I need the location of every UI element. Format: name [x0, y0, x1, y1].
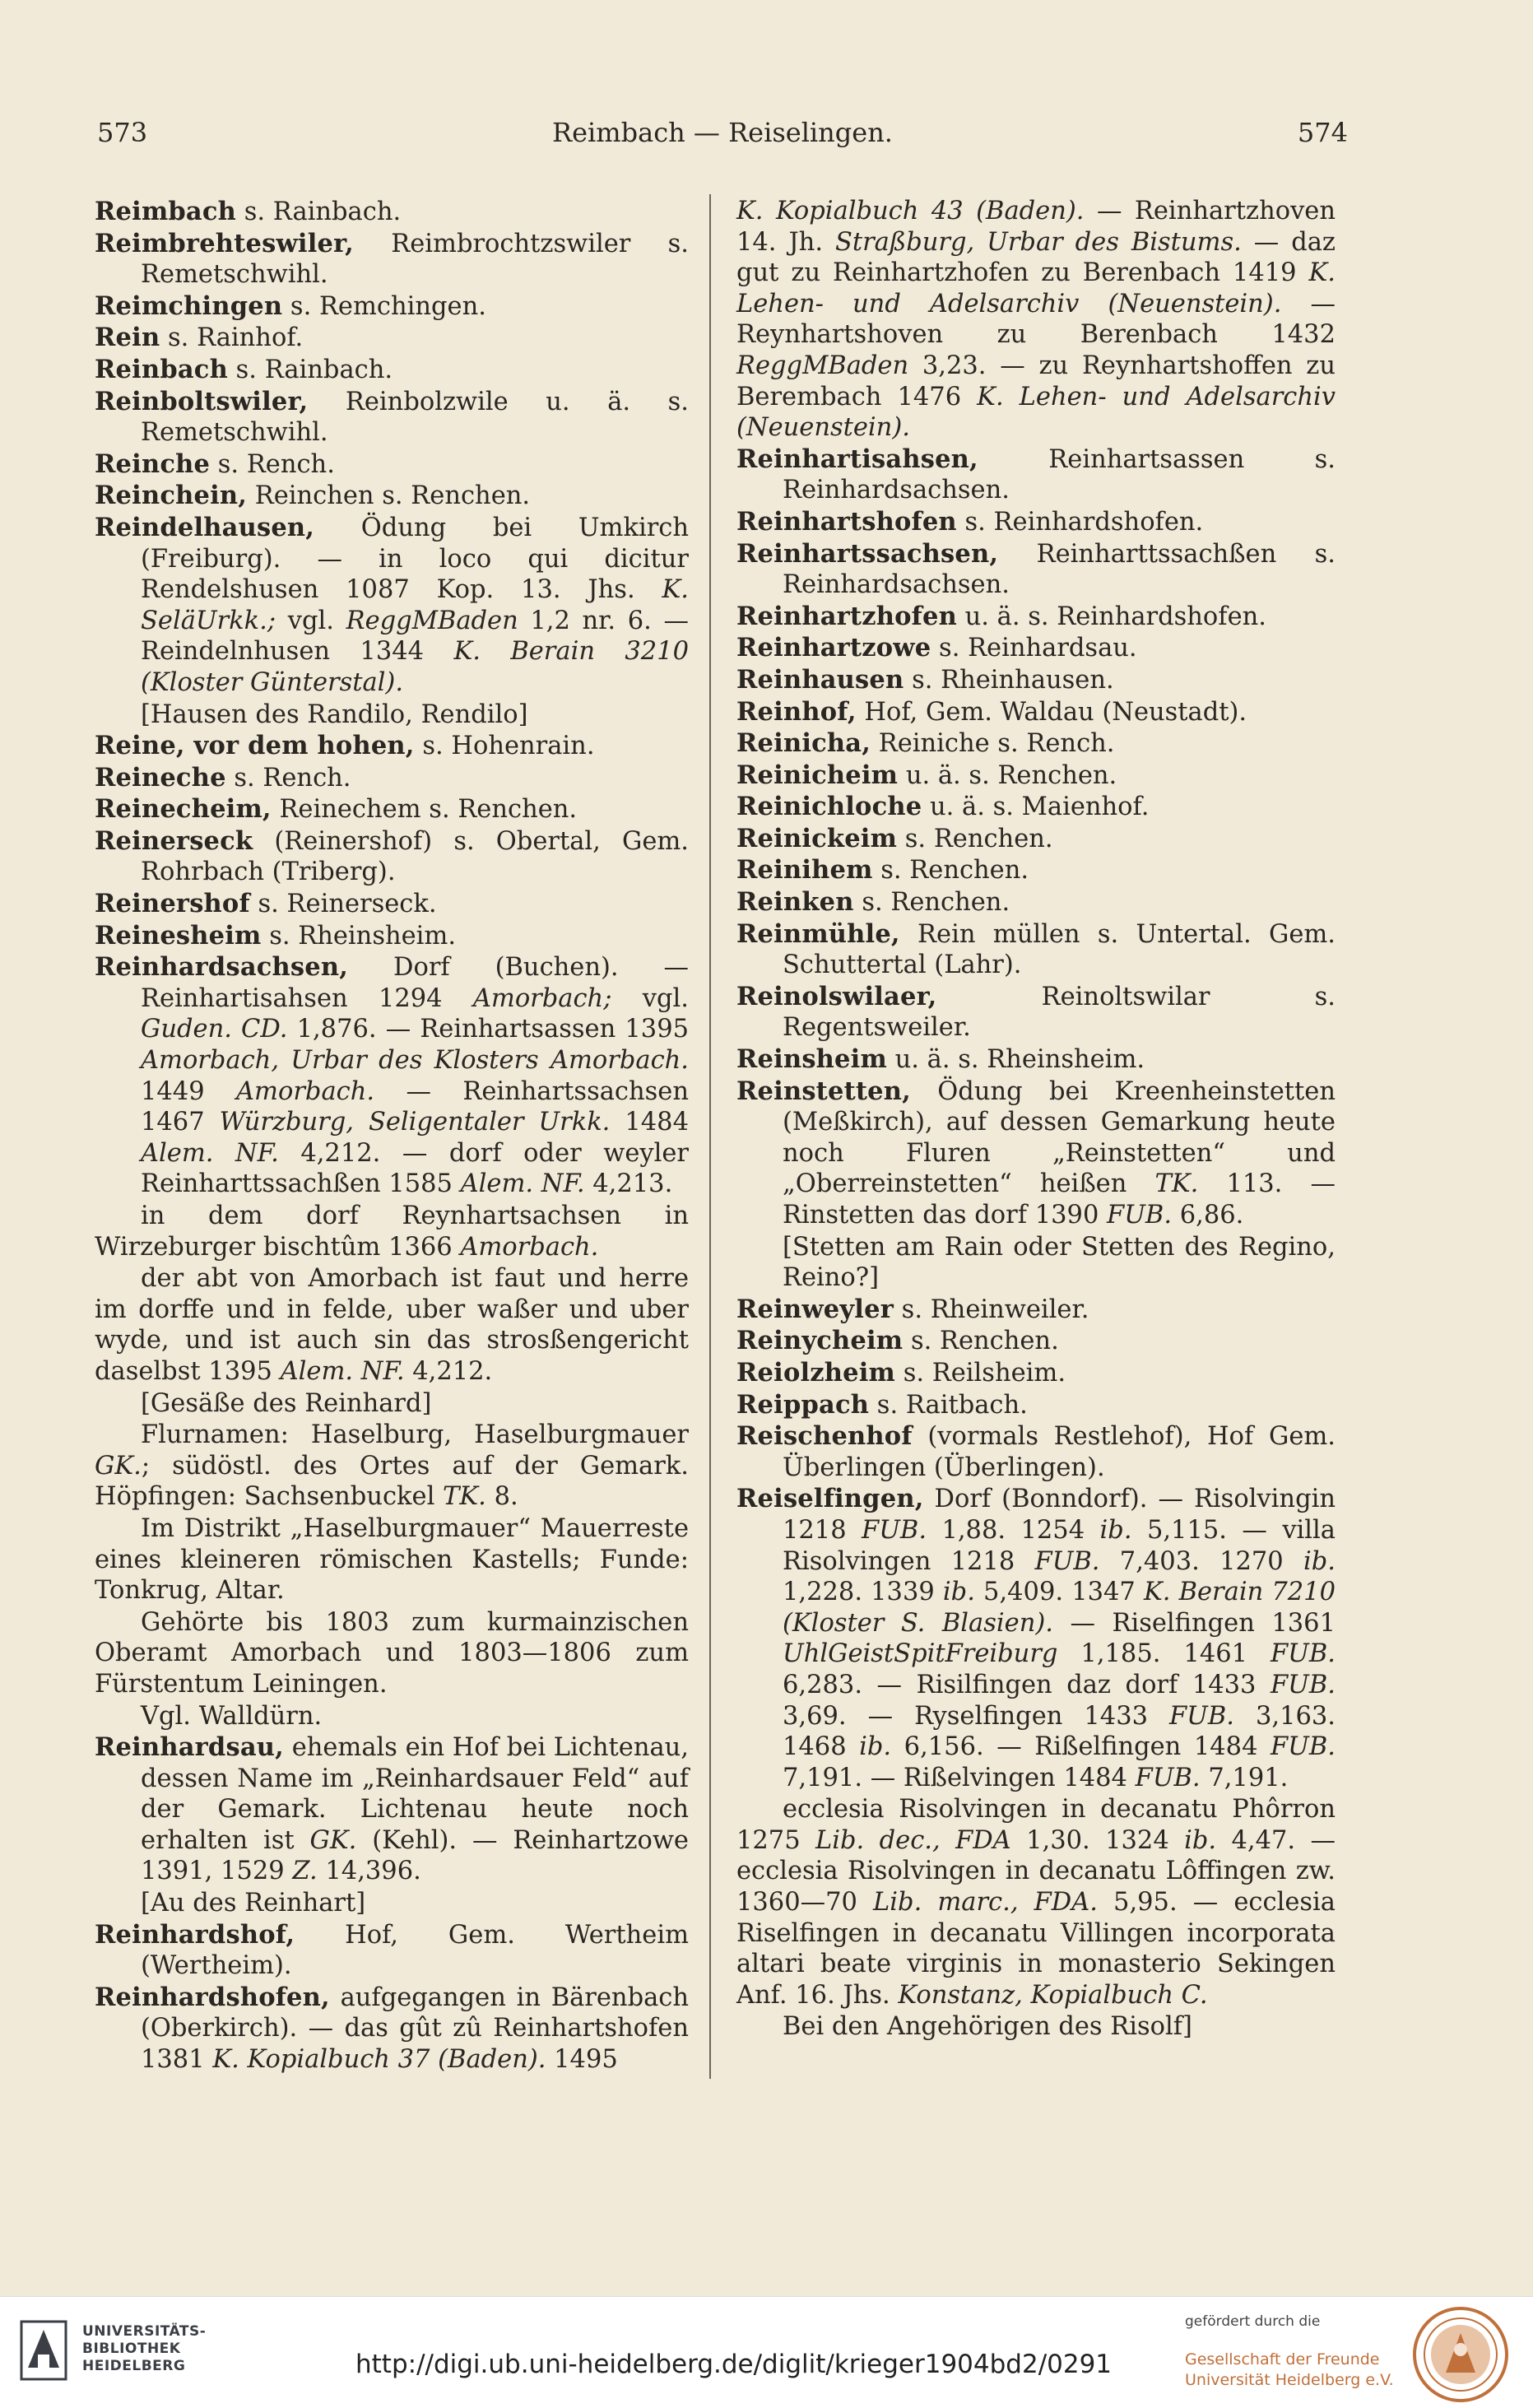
left-entry: Reinhardsau, ehemals ein Hof bei Lichtenau, dessen Name im „Reinhardsauer Feld“ auf der Gemark. Lichtenau heute noch erhalten ist GK. (Kehl). — Reinhartzowe 1391, 1529 Z. 14,396. [95, 1732, 689, 1886]
right-entry: Reiselfingen, Dorf (Bonndorf). — Risolvingin 1218 FUB. 1,88. 1254 ib. 5,115. — villa Risolvingen 1218 FUB. 7,403. 1270 ib. 1,228. 1339 ib. 5,409. 1347 K. Berain 7210 (Kloster S. Blasien). — Riselfingen 1361 UhlGeistSpitFreiburg 1,185. 1461 FUB. 6,283. — Risilfingen daz dorf 1433 FUB. 3,69. — Ryselfingen 1433 FUB. 3,163. 1468 ib. 6,156. — Rißelfingen 1484 FUB. 7,191. — Rißelvingen 1484 FUB. 7,191. [736, 1484, 1336, 1792]
university-seal-icon [1411, 2305, 1510, 2404]
page-number-right: 574 [1297, 117, 1348, 148]
right-entry: Reinicheim u. ä. s. Renchen. [736, 760, 1117, 790]
right-entry: Reinolswilaer, Reinoltswilar s. Regentsweiler. [736, 981, 1336, 1043]
footer-bar [0, 2296, 1533, 2408]
left-entry: [Au des Reinhart] [141, 1889, 366, 1918]
right-entry: Reinweyler s. Rheinweiler. [736, 1294, 1089, 1324]
left-entry: Reindelhausen, Ödung bei Umkirch (Freiburg). — in loco qui dicitur Rendelshusen 1087 Kop. 13. Jhs. K. SeläUrkk.; vgl. ReggMBaden 1,2 nr. 6. — Reindelnhusen 1344 K. Berain 3210 (Kloster Günterstal). [95, 512, 689, 697]
left-entry: Reinbach s. Rainbach. [95, 354, 393, 384]
right-entry: [Stetten am Rain oder Stetten des Regino, Reino?] [783, 1232, 1336, 1293]
library-logo-icon [18, 2318, 69, 2382]
right-entry: Bei den Angehörigen des Risolf] [783, 2012, 1192, 2042]
left-entry: Reinboltswiler, Reinbolzwile u. ä. s. Remetschwihl. [95, 386, 689, 448]
left-entry: der abt von Amorbach ist faut und herre im dorffe und in felde, uber waßer und uber wyde, und ist auch sin das strosßengericht daselbst 1395 Alem. NF. 4,212. [95, 1264, 689, 1386]
left-entry: [Hausen des Randilo, Rendilo] [141, 700, 528, 729]
right-entry: Reinhartzowe s. Reinhardsau. [736, 633, 1137, 663]
left-entry: Gehörte bis 1803 zum kurmainzischen Oberamt Amorbach und 1803—1806 zum Fürstentum Leiningen. [95, 1607, 689, 1699]
sponsor-name [1185, 2350, 1394, 2391]
left-entry: Reinershof s. Reinerseck. [95, 889, 437, 919]
left-entry: [Gesäße des Reinhard] [141, 1388, 432, 1418]
left-entry: in dem dorf Reynhartsachsen in Wirzeburger bischtûm 1366 Amorbach. [95, 1202, 689, 1262]
library-line-2: BIBLIOTHEK [82, 2341, 181, 2357]
right-column [736, 196, 1336, 2043]
left-entry: Vgl. Walldürn. [141, 1701, 323, 1731]
left-entry: Reinhardshof, Hof, Gem. Wertheim (Wertheim). [95, 1919, 689, 1981]
running-header [97, 117, 1348, 158]
left-entry: Reinchein, Reinchen s. Renchen. [95, 481, 531, 511]
right-entry: Reiolzheim s. Reilsheim. [736, 1357, 1066, 1388]
left-entry: Rein s. Rainhof. [95, 323, 304, 353]
right-entry: Reinhartisahsen, Reinhartsassen s. Reinhardsachsen. [736, 444, 1336, 505]
left-entry: Im Distrikt „Haselburgmauer“ Mauerreste eines kleineren römischen Kastells; Funde: Tonkrug, Altar. [95, 1513, 689, 1606]
left-column [95, 196, 689, 2076]
right-entry: Reinicha, Reiniche s. Rench. [736, 728, 1115, 759]
right-entry: Reinhausen s. Rheinhausen. [736, 664, 1114, 695]
permalink-url[interactable]: http://digi.ub.uni-heidelberg.de/diglit/krieger1904bd2/0291 [355, 2350, 1113, 2379]
library-name [82, 2323, 206, 2375]
right-entry: Reinhof, Hof, Gem. Waldau (Neustadt). [736, 696, 1247, 727]
column-divider [709, 194, 711, 2079]
library-line-3: HEIDELBERG [82, 2358, 186, 2374]
right-entry: K. Kopialbuch 43 (Baden). — Reinhartzhoven 14. Jh. Straßburg, Urbar des Bistums. — daz gut zu Reinhartzhofen zu Berenbach 1419 K. Lehen- und Adelsarchiv (Neuenstein). — Reynhartshoven zu Berenbach 1432 ReggMBaden 3,23. — zu Reynhartshoffen zu Berembach 1476 K. Lehen- und Adelsarchiv (Neuenstein). [736, 197, 1336, 443]
right-entry: Reinycheim s. Renchen. [736, 1326, 1059, 1356]
right-entry: Reinmühle, Rein müllen s. Untertal. Gem. Schuttertal (Lahr). [736, 918, 1336, 980]
right-entry: Reinstetten, Ödung bei Kreenheinstetten (Meßkirch), auf dessen Gemarkung heute noch Fluren „Reinstetten“ und „Oberreinstetten“ heißen TK. 113. — Rinstetten das dorf 1390 FUB. 6,86. [736, 1076, 1336, 1230]
right-entry: Reinhartssachsen, Reinharttssachßen s. Reinhardsachsen. [736, 538, 1336, 600]
sponsor-intro: gefördert durch die [1185, 2313, 1321, 2330]
sponsor-line-2: Universität Heidelberg e.V. [1185, 2371, 1394, 2389]
left-entry: Reinecheim, Reinechem s. Renchen. [95, 794, 578, 825]
left-entry: Reineche s. Rench. [95, 762, 351, 793]
right-entry: ecclesia Risolvingen in decanatu Phôrron 1275 Lib. dec., FDA 1,30. 1324 ib. 4,47. — ecclesia Risolvingen in decanatu Lôffingen zw. 1360—70 Lib. marc., FDA. 5,95. — ecclesia Riselfingen in decanatu Villingen incorporata altari beate virginis in monasterio Sekingen Anf. 16. Jhs. Konstanz, Kopialbuch C. [736, 1795, 1336, 2010]
left-entry: Reinhardshofen, aufgegangen in Bärenbach (Oberkirch). — das gût zû Reinhartshofen 1381 K. Kopialbuch 37 (Baden). 1495 [95, 1982, 689, 2075]
right-entry: Reinken s. Renchen. [736, 887, 1010, 918]
left-entry: Reimbach s. Rainbach. [95, 197, 402, 226]
library-line-1: UNIVERSITÄTS- [82, 2323, 207, 2340]
right-entry: Reinichloche u. ä. s. Maienhof. [736, 792, 1150, 822]
right-entry: Reinhartshofen s. Reinhardshofen. [736, 506, 1204, 537]
page-number-left: 573 [97, 117, 148, 148]
left-entry: Reinhardsachsen, Dorf (Buchen). — Reinhartisahsen 1294 Amorbach; vgl. Guden. CD. 1,876. — Reinhartsassen 1395 Amorbach, Urbar des Klosters Amorbach. 1449 Amorbach. — Reinhartssachsen 1467 Würzburg, Seligentaler Urkk. 1484 Alem. NF. 4,212. — dorf oder weyler Reinharttssachßen 1585 Alem. NF. 4,213. [95, 952, 690, 1199]
right-entry: Reinickeim s. Renchen. [736, 823, 1053, 853]
right-entry: Reinihem s. Renchen. [736, 855, 1029, 886]
left-entry: Reinesheim s. Rheinsheim. [95, 920, 457, 951]
left-entry: Reinerseck (Reinershof) s. Obertal, Gem. Rohrbach (Triberg). [95, 825, 689, 887]
left-entry: Reine, vor dem hohen, s. Hohenrain. [95, 731, 595, 761]
right-entry: Reippach s. Raitbach. [736, 1389, 1028, 1420]
left-entry: Flurnamen: Haselburg, Haselburgmauer GK.; südöstl. des Ortes auf der Gemark. Höpfingen: Sachsenbuckel TK. 8. [95, 1420, 689, 1512]
right-entry: Reinsheim u. ä. s. Rheinsheim. [736, 1044, 1145, 1075]
left-entry: Reimbrehteswiler, Reimbrochtzswiler s. Remetschwihl. [95, 228, 689, 290]
right-entry: Reinhartzhofen u. ä. s. Reinhardshofen. [736, 601, 1266, 631]
running-title: Reimbach — Reiselingen. [552, 117, 893, 148]
left-entry: Reinche s. Rench. [95, 449, 335, 479]
right-entry: Reischenhof (vormals Restlehof), Hof Gem. Überlingen (Überlingen). [736, 1421, 1336, 1482]
left-entry: Reimchingen s. Remchingen. [95, 291, 486, 321]
sponsor-line-1: Gesellschaft der Freunde [1185, 2350, 1380, 2368]
